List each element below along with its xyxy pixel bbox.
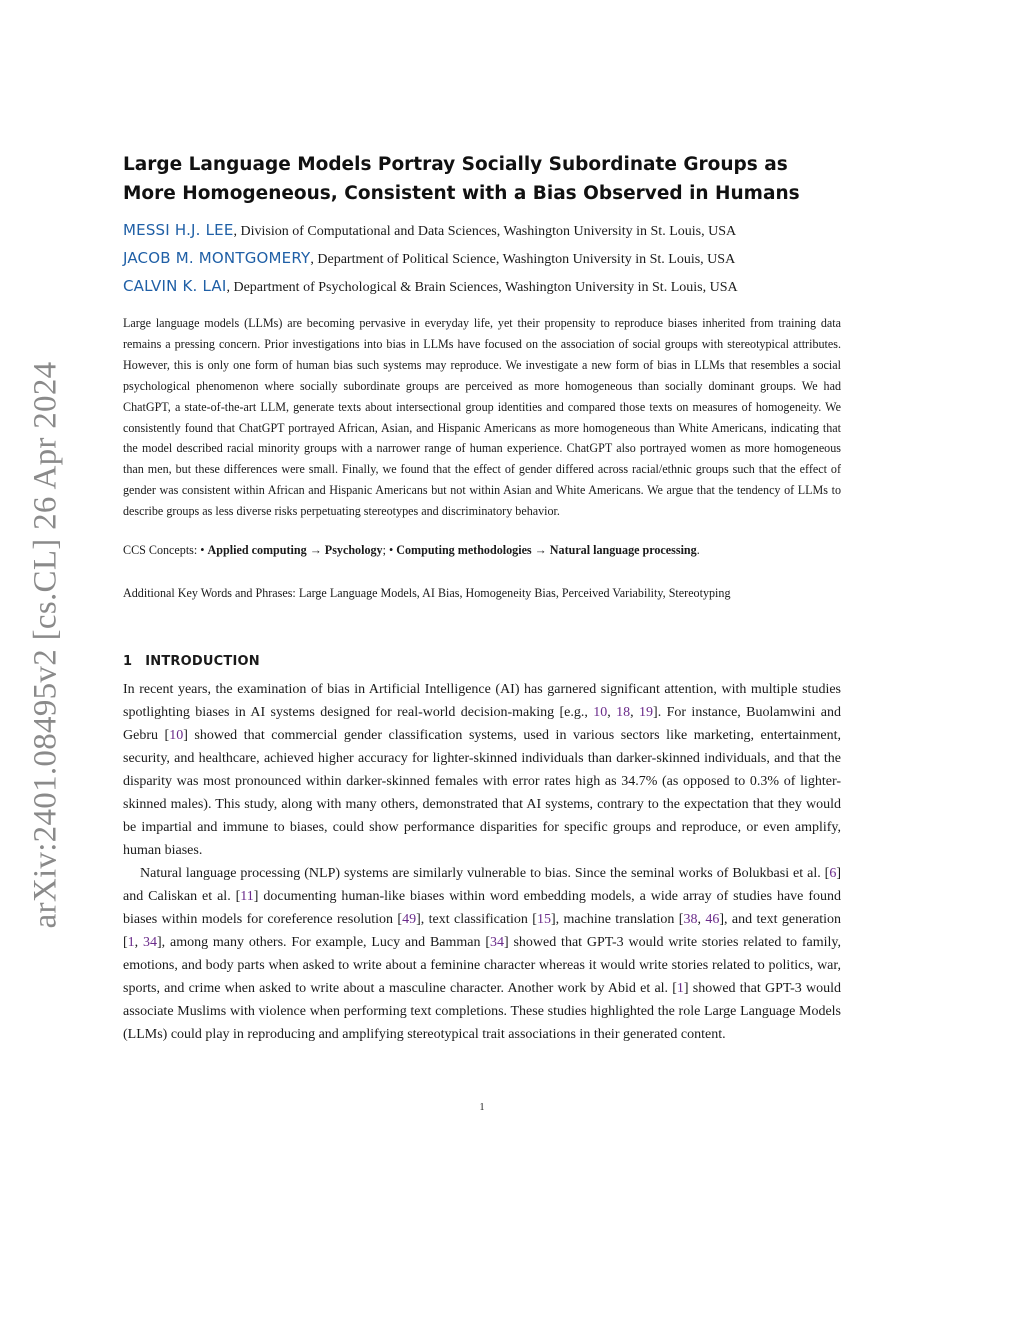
citation-link[interactable]: 10 [169, 728, 184, 744]
author-name[interactable]: CALVIN K. LAI [123, 277, 227, 295]
ccs-end: . [696, 543, 700, 558]
ccs-concepts [123, 543, 841, 558]
text-run: ], text classification [ [416, 912, 537, 928]
author-entry [123, 245, 841, 273]
ccs-concept-1: Applied computing → Psychology [207, 543, 383, 558]
citation-link[interactable]: 1 [676, 981, 684, 997]
author-affiliation: , Division of Computational and Data Sciences, Washington University in St. Louis, USA [233, 224, 737, 239]
paper-page [123, 150, 842, 1113]
arxiv-sidebar [27, 350, 64, 940]
text-run: ], machine translation [ [550, 912, 684, 928]
citation-link[interactable]: 18 [616, 705, 631, 721]
page-number: 1 [479, 1102, 485, 1113]
abstract: Large language models (LLMs) are becoming pervasive in everyday life, yet their propensity to reproduce biases inherited from training data remains a pressing concern. Prior investigations into bias in LLMs have focused on the association of social groups with stereotypical attributes. However, this is only one form of human bias such systems may reproduce. We investigate a new form of bias in LLMs that resembles a social psychological phenomenon where socially subordinate groups are perceived as more homogeneous than socially dominant groups. We had ChatGPT, a state-of-the-art LLM, generate texts about intersectional group identities and compared those texts on measures of homogeneity. We consistently found that ChatGPT portrayed African, Asian, and Hispanic Americans as more homogeneous than White Americans, indicating that the model described racial minority groups with a narrower range of human experience. ChatGPT also portrayed women as more homogeneous than men, but these differences were small. Finally, we found that the effect of gender differed across racial/ethnic groups such that the effect of gender was consistent within African and Hispanic Americans but not within Asian and White Americans. We argue that the tendency of LLMs to describe groups as less diverse risks perpetuating stereotypes and discriminatory behavior. [123, 316, 841, 519]
ccs-label: CCS Concepts: • [123, 543, 208, 558]
citation-link[interactable]: 34 [489, 935, 504, 951]
section-title: INTRODUCTION [145, 654, 260, 670]
text-run: , [607, 705, 617, 721]
author-list [123, 217, 841, 301]
text-run: , [697, 912, 706, 928]
text-run: , [630, 705, 640, 721]
section-heading [123, 654, 841, 669]
text-run: In recent years, the examination of bias in Artificial Intelligence (AI) has garnered significant attention, with multiple studies spotlighting biases in AI systems designed for real-world decision-making [e.g., [123, 682, 841, 721]
citation-link[interactable]: 46 [705, 912, 720, 928]
citation-link[interactable]: 6 [829, 866, 837, 882]
citation-link[interactable]: 49 [402, 912, 417, 928]
citation-link[interactable]: 34 [143, 935, 157, 951]
author-affiliation: , Department of Psychological & Brain Sciences, Washington University in St. Louis, USA [226, 280, 738, 295]
author-entry [123, 217, 841, 245]
author-affiliation: , Department of Political Science, Washington University in St. Louis, USA [310, 252, 736, 267]
arxiv-identifier: arXiv:2401.08495v2 [cs.CL] 26 Apr 2024 [27, 361, 64, 929]
paragraph-1 [123, 678, 841, 862]
text-run: ], and text generation [ [123, 912, 842, 951]
citation-link[interactable]: 11 [240, 889, 254, 905]
text-run: Natural language processing (NLP) systems are similarly vulnerable to bias. Since the seminal works of Bolukbasi et al. [ [140, 866, 830, 882]
text-run: ] showed that GPT-3 would write stories related to family, emotions, and body parts when asked to write about a feminine character whereas it would write stories related to politics, war, sports, and crime when asked to write about a masculine character. Another work by Abid et al. [ [123, 935, 842, 997]
intro-body [123, 678, 841, 1046]
citation-link[interactable]: 10 [593, 705, 608, 721]
text-run: ] showed that GPT-3 would associate Muslims with violence when performing text completions. These studies highlighted the role Large Language Models (LLMs) could play in reproducing and amplifying stereotypical trait associations in their generated content. [123, 981, 841, 1043]
paper-title: Large Language Models Portray Socially Subordinate Groups as More Homogeneous, Consistent with a Bias Observed in Humans [123, 154, 800, 204]
citation-link[interactable]: 1 [127, 935, 135, 951]
text-run: ] showed that commercial gender classification systems, used in various sectors like marketing, entertainment, security, and healthcare, achieved higher accuracy for lighter-skinned individuals than darker-skinned individuals, and that the disparity was most pronounced within darker-skinned females with error rates high as 34.7% (as opposed to 0.3% of lighter-skinned males). This study, along with many others, demonstrated that AI systems, contrary to the expectation that they would be impartial and immune to biases, could show performance disparities for specific groups and reproduce, or even amplify, human biases. [123, 728, 841, 859]
ccs-separator: ; • [382, 543, 397, 558]
author-name[interactable]: JACOB M. MONTGOMERY [123, 249, 311, 267]
ccs-concept-2: Computing methodologies → Natural language processing [396, 543, 697, 558]
author-entry [123, 273, 841, 301]
text-run: ], among many others. For example, Lucy and Bamman [ [157, 935, 490, 951]
citation-link[interactable]: 19 [639, 705, 654, 721]
text-run: , [134, 935, 143, 951]
author-name[interactable]: MESSI H.J. LEE [123, 221, 234, 239]
text-run: ] and Caliskan et al. [ [123, 866, 841, 905]
text-run: ] documenting human-like biases within word embedding models, a wide array of studies have found biases within models for coreference resolution [ [123, 889, 841, 928]
paragraph-2 [123, 862, 841, 1046]
citation-link[interactable]: 15 [536, 912, 551, 928]
keywords: Additional Key Words and Phrases: Large Language Models, AI Bias, Homogeneity Bias, Perceived Variability, Stereotyping [123, 586, 731, 601]
section-number: 1 [123, 654, 133, 670]
citation-link[interactable]: 38 [683, 912, 698, 928]
text-run: ]. For instance, Buolamwini and Gebru [ [123, 705, 841, 744]
